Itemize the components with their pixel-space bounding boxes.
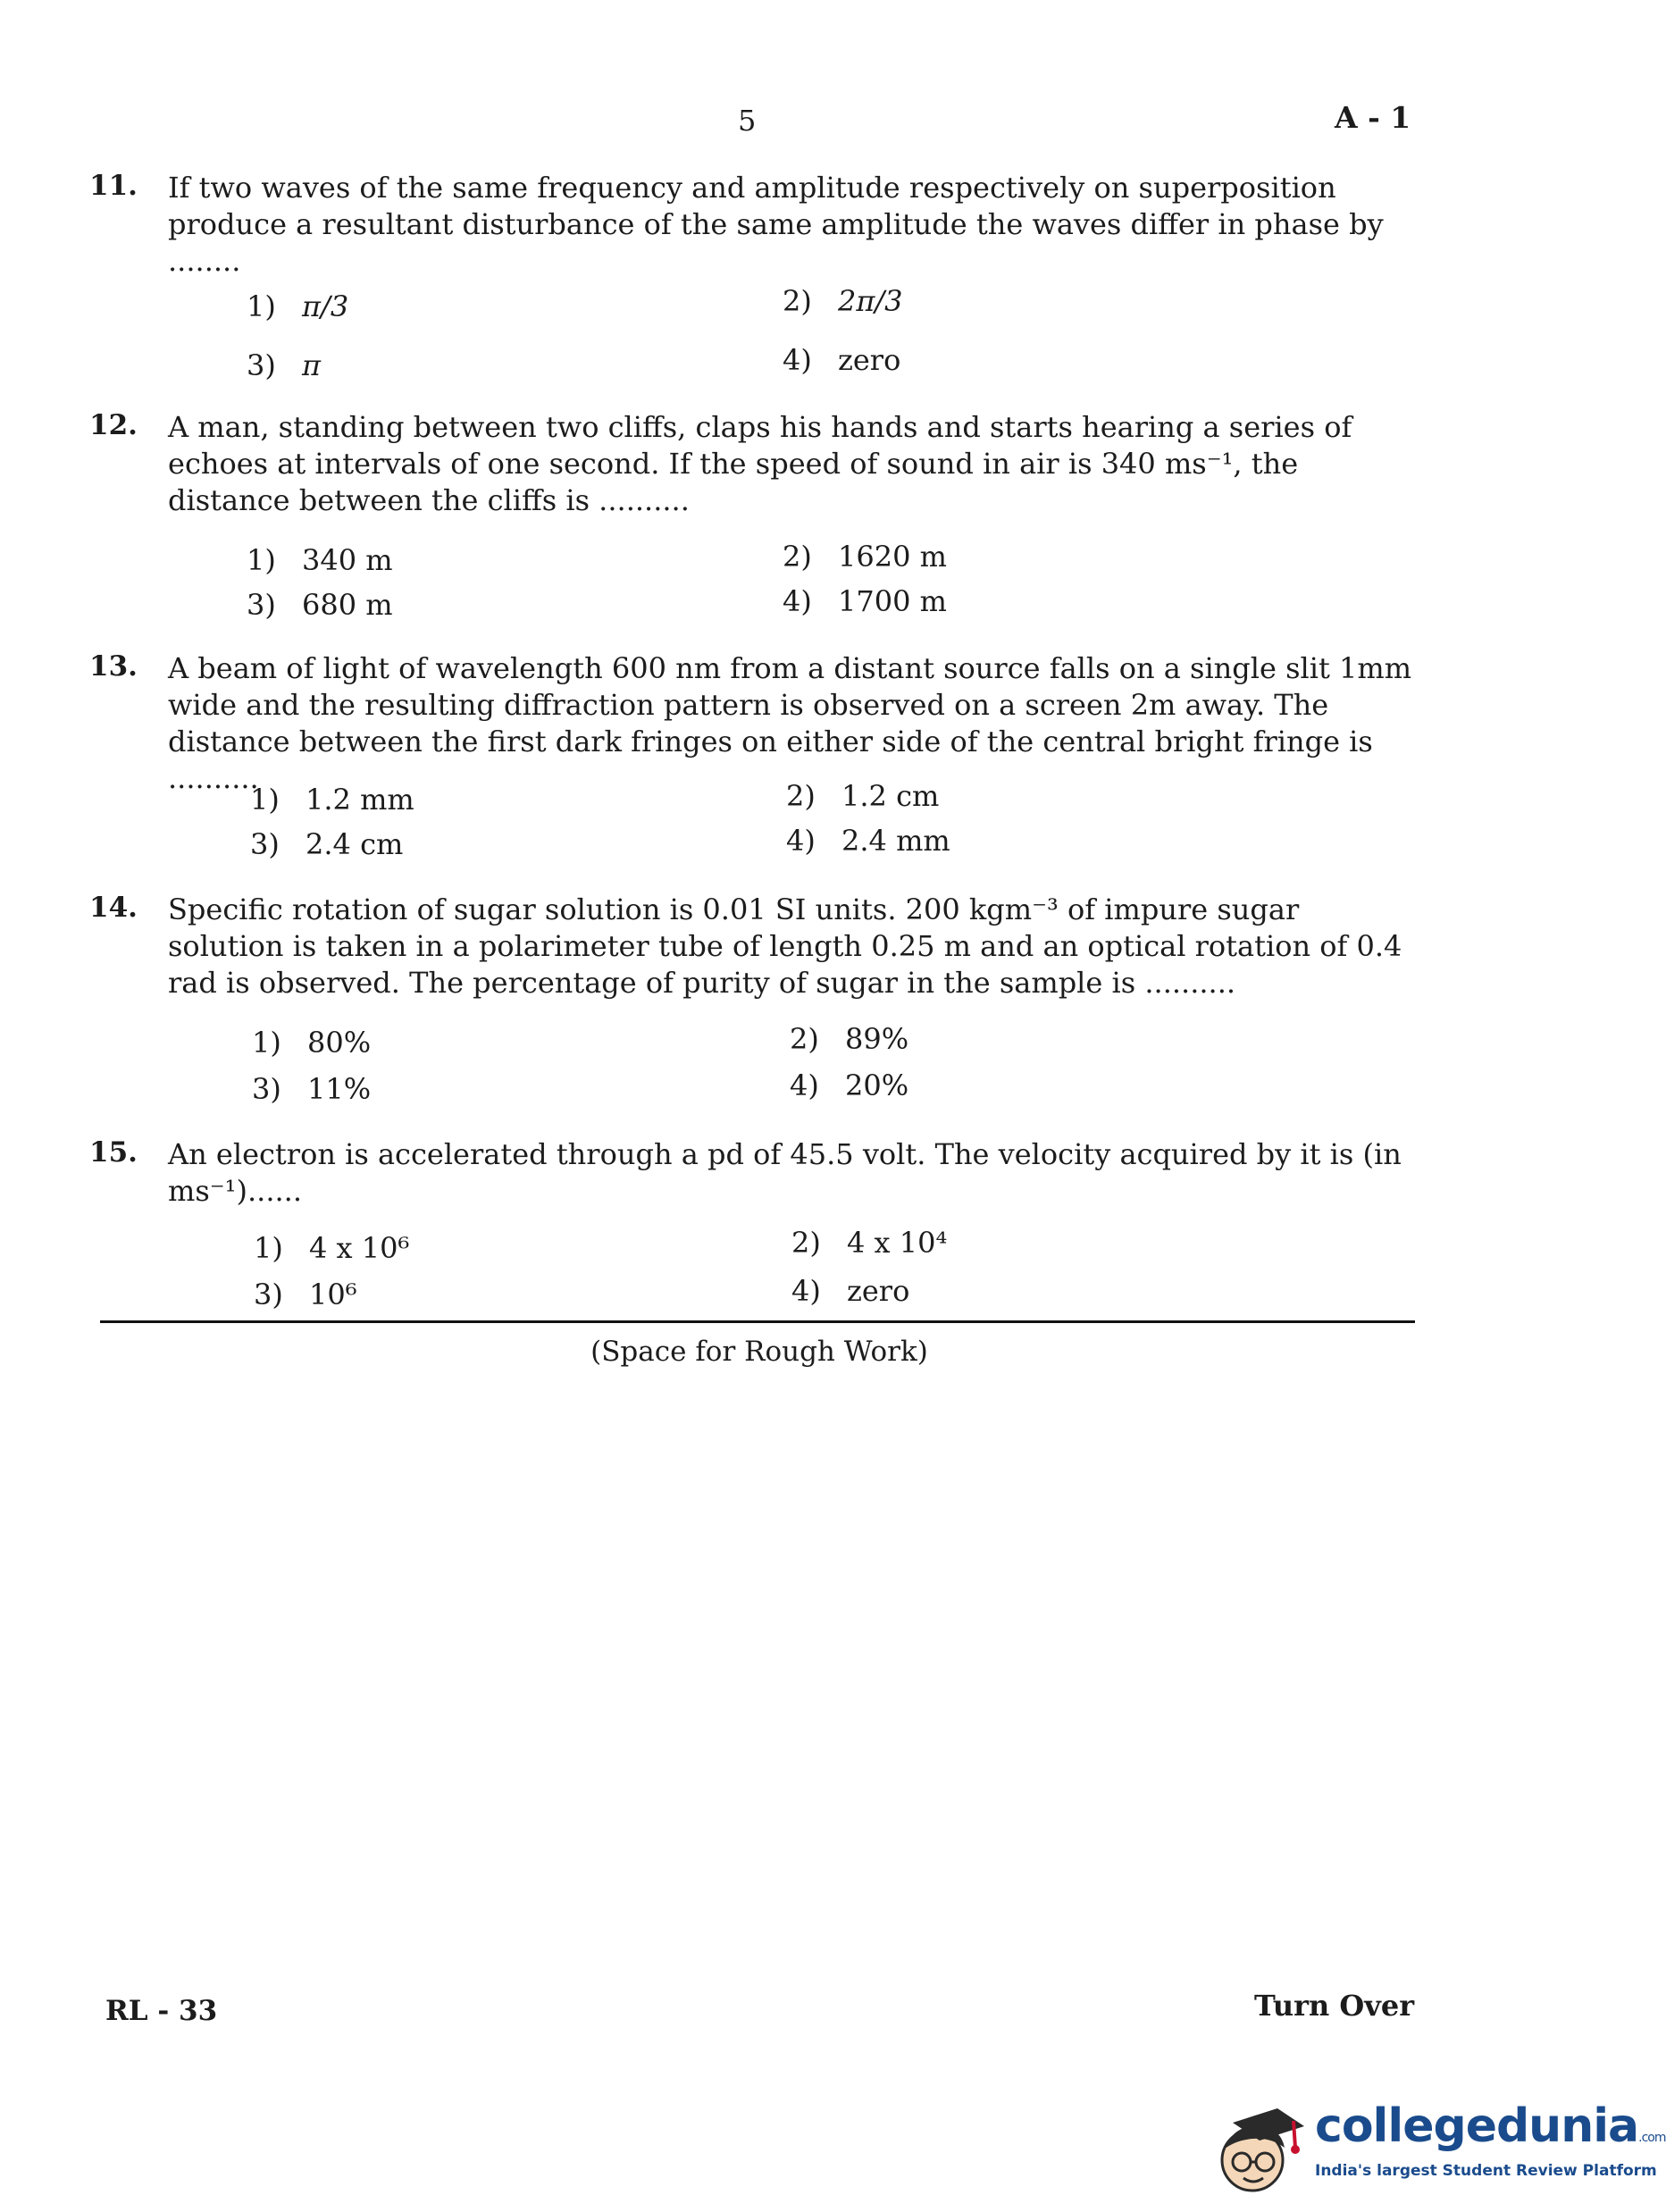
question-number: 13. [89, 650, 138, 683]
option-1: 1) 1.2 mm [250, 783, 414, 817]
option-4: 4) 20% [790, 1068, 909, 1102]
option-3: 3) 680 m [247, 588, 393, 622]
option-2: 2) 2π/3 [783, 284, 903, 318]
mascot-icon [1208, 2096, 1308, 2201]
question-number: 14. [89, 892, 138, 924]
collegedunia-watermark [1208, 2096, 1666, 2201]
question-text: If two waves of the same frequency and amplitude respectively on superposition produce a resultant disturbance of the same amplitude the waves differ in phase by ........ [168, 171, 1384, 278]
question-number: 11. [89, 170, 138, 202]
set-code: A - 1 [1335, 100, 1411, 135]
logo-text: collegedunia.com [1315, 2099, 1666, 2153]
question-15 [89, 1136, 1420, 1315]
option-4: 4) zero [783, 343, 901, 377]
question-text: A beam of light of wavelength 600 nm from a distant source falls on a single slit 1mm wide and the resulting diffraction pattern is observed on a screen 2m away. The distance between the first dark fringes on either side of the central bright fringe is .......... [168, 651, 1412, 795]
question-number: 12. [89, 409, 138, 441]
option-3: 3) 2.4 cm [250, 827, 404, 861]
turn-over-label: Turn Over [1254, 1989, 1415, 2023]
question-text: A man, standing between two cliffs, claps his hands and starts hearing a series of echoes at intervals of one second. If the speed of sound in air is 340 ms⁻¹, the distance between the cliffs is .......... [168, 410, 1352, 517]
option-1: 1) 4 x 10⁶ [254, 1231, 410, 1265]
option-4: 4) 2.4 mm [786, 824, 950, 858]
question-14 [89, 892, 1420, 1115]
question-13 [89, 650, 1420, 865]
option-3: 3) 11% [252, 1072, 372, 1106]
option-4: 4) zero [791, 1274, 910, 1308]
option-1: 1) 340 m [247, 543, 393, 577]
option-3: 3) π [247, 348, 322, 382]
option-1: 1) 80% [252, 1026, 372, 1060]
option-2: 2) 1.2 cm [786, 779, 940, 813]
footer-code: RL - 33 [105, 1995, 218, 2027]
option-4: 4) 1700 m [783, 584, 947, 618]
logo-tagline: India's largest Student Review Platform [1315, 2162, 1657, 2180]
rough-work-label: (Space for Rough Work) [590, 1336, 928, 1368]
question-12 [89, 409, 1420, 624]
option-2: 2) 89% [790, 1022, 909, 1056]
option-3: 3) 10⁶ [254, 1278, 357, 1311]
question-number: 15. [89, 1136, 138, 1169]
option-2: 2) 1620 m [783, 540, 947, 574]
divider-line [100, 1320, 1415, 1323]
question-11 [89, 170, 1420, 384]
question-text: An electron is accelerated through a pd of 45.5 volt. The velocity acquired by it is (in ms⁻¹)...... [168, 1137, 1402, 1208]
page-number: 5 [738, 104, 757, 138]
question-text: Specific rotation of sugar solution is 0.01 SI units. 200 kgm⁻³ of impure sugar solution is taken in a polarimeter tube of length 0.25 m and an optical rotation of 0.4 rad is observed. The percentage of purity of sugar in the sample is .......... [168, 892, 1402, 1000]
option-2: 2) 4 x 10⁴ [791, 1226, 948, 1260]
option-1: 1) π/3 [247, 289, 349, 323]
